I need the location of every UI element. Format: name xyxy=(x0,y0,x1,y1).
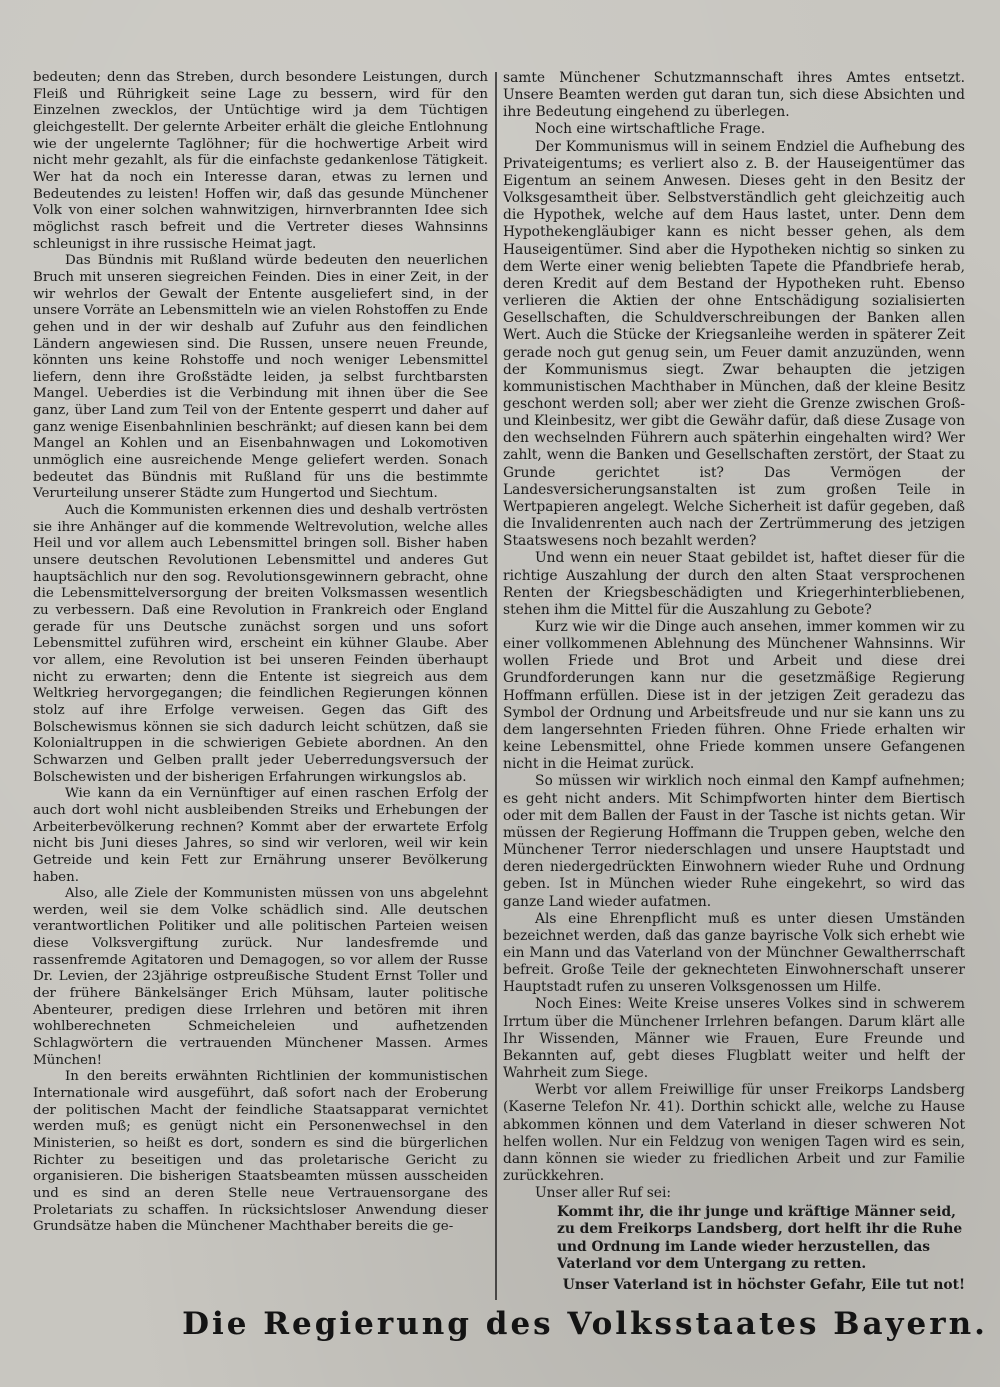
paragraph: Kurz wie wir die Dinge auch ansehen, immer kommen wir zu einer vollkommenen Ablehnung des Münchener Wahnsinns. Wir wollen Friede und Brot und Arbeit und diese drei Grundforderungen kann nur die gesetzmäßige Regierung Hoffmann erfüllen. Diese ist in der jetzigen Zeit geradezu das Symbol der Ordnung und Arbeitsfreude und nur sie kann uns zu dem langersehnten Frieden führen. Ohne Friede erhalten wir keine Lebensmittel, ohne Friede kommen unsere Gefangenen nicht in die Heimat zurück. xyxy=(503,619,965,773)
paragraph: samte Münchener Schutzmannschaft ihres Amtes entsetzt. Unsere Beamten werden gut daran tun, sich diese Absichten und ihre Bedeutung eingehend zu überlegen. xyxy=(503,70,965,121)
section-heading: Noch eine wirtschaftliche Frage. xyxy=(535,121,766,138)
paragraph: bedeuten; denn das Streben, durch besondere Leistungen, durch Fleiß und Rührigkeit seine Lage zu bessern, wird für den Einzelnen zwecklos, der Untüchtige wird ja dem Tüchtigen gleichgestellt. Der gelernte Arbeiter erhält die gleiche Entlohnung wie der ungelernte Taglöhner; für die hochwertige Arbeit wird nicht mehr gezahlt, als für die einfachste gedankenlose Tätigkeit. Wer hat da noch ein Interesse daran, etwas zu lernen und Bedeutendes zu leisten! Hoffen wir, daß das gesunde Münchener Volk von einer solchen wahnwitzigen, hirnverbrannten Idee sich möglichst rasch befreit und die Vertreter dieses Wahnsinns schleunigst in ihre russische Heimat jagt. xyxy=(33,70,488,252)
right-column xyxy=(503,70,965,1294)
paragraph: Und wenn ein neuer Staat gebildet ist, haftet dieser für die richtige Auszahlung der durch den alten Staat versprochenen Renten der Kriegsbeschädigten und Kriegerhinterbliebenen, stehen ihm die Mittel für die Auszahlung zu Gebote? xyxy=(503,550,965,618)
paragraph: So müssen wir wirklich noch einmal den Kampf aufnehmen; es geht nicht anders. Mit Schimpfworten hinter dem Biertisch oder mit dem Ballen der Faust in der Tasche ist nichts getan. Wir müssen der Regierung Hoffmann die Truppen geben, welche den Münchener Terror niederschlagen und unsere Hauptstadt und deren niedergedrückten Einwohnern wieder Ruhe und Ordnung geben. Ist in München wieder Ruhe eingekehrt, so wird das ganze Land wieder aufatmen. xyxy=(503,773,965,910)
signature-text: Die Regierung des Volksstaates Bayern. xyxy=(182,1306,988,1342)
paragraph: Unser aller Ruf sei: xyxy=(535,1185,672,1202)
paragraph: Wie kann da ein Vernünftiger auf einen raschen Erfolg der auch dort wohl nicht ausbleibenden Streiks und Erhebungen der Arbeiterbevölkerung rechnen? Kommt aber der erwartete Erfolg nicht bis Juni dieses Jahres, so sind wir verloren, weil wir kein Getreide und kein Fett zur Ernährung unserer Bevölkerung haben. xyxy=(33,786,488,885)
paragraph: Werbt vor allem Freiwillige für unser Freikorps Landsberg (Kaserne Telefon Nr. 41). Dorthin schickt alle, welche zu Hause abkommen können und dem Vaterland in dieser schweren Not helfen wollen. Nur ein Feldzug von wenigen Tagen wird es sein, dann können sie wieder zu friedlichen Arbeit und zur Familie zurückkehren. xyxy=(503,1082,965,1184)
left-column xyxy=(33,70,488,1236)
paragraph: Als eine Ehrenpflicht muß es unter diesen Umständen bezeichnet werden, daß das ganze bayrische Volk sich erhebt wie ein Mann und das Vaterland von der Münchner Gewaltherrschaft befreit. Große Teile der geknechteten Einwohnerschaft unserer Hauptstadt rufen zu unseren Volksgenossen um Hilfe. xyxy=(503,910,965,996)
paragraph: Der Kommunismus will in seinem Endziel die Aufhebung des Privateigentums; es verliert also z. B. der Hauseigentümer das Eigentum an seinem Anwesen. Dieses geht in den Besitz der Volksgesamtheit über. Selbstverständlich geht gleichzeitig auch die Hypothek, welche auf dem Haus lastet, unter. Denn dem Hypothekengläubiger kann es nicht besser gehen, als dem Hauseigentümer. Sind aber die Hypotheken nichtig so sinken zu dem Werte einer wenig beliebten Tapete die Pfandbriefe herab, deren Kredit auf dem Bestand der Hypotheken ruht. Ebenso verlieren die Aktien der ohne Entschädigung sozialisierten Gesellschaften, die Schuldverschreibungen der Banken allen Wert. Auch die Stücke der Kriegsanleihe werden in späterer Zeit gerade noch gut genug sein, um Feuer damit anzuzünden, wenn der Kommunismus siegt. Zwar behaupten die jetzigen kommunistischen Machthaber in München, daß der kleine Besitz geschont werden soll; aber wer zieht die Grenze zwischen Groß- und Kleinbesitz, wer gibt die Gewähr dafür, daß diese Zusage von den wechselnden Führern auch späterhin eingehalten wird? Wer zahlt, wenn die Banken und Gesellschaften zerstört, der Staat zu Grunde gerichtet ist? Das Vermögen der Landesversicherungsanstalten ist zum großen Teile in Wertpapieren angelegt. Welche Sicherheit ist dafür gegeben, daß die Invalidenrenten auch nach der Zertrümmerung des jetzigen Staatswesens noch bezahlt werden? xyxy=(503,138,965,550)
call-to-action: Kommt ihr, die ihr junge und kräftige Männer seid, zu dem Freikorps Landsberg, dort helft ihr die Ruhe und Ordnung im Lande wieder herzustellen, das Vaterland vor dem Untergang zu retten. xyxy=(557,1204,963,1272)
paragraph: Also, alle Ziele der Kommunisten müssen von uns abgelehnt werden, weil sie dem Volke schädlich sind. Alle deutschen verantwortlichen Politiker und alle politischen Parteien weisen diese Volksvergiftung zurück. Nur landesfremde und rassenfremde Agitatoren und Demagogen, so vor allem der Russe Dr. Levien, der 23jährige ostpreußische Student Ernst Toller und der frühere Bänkelsänger Erich Mühsam, lauter politische Abenteurer, predigen diese Irrlehren und betören mit ihren wohlberechneten Schmeicheleien und aufhetzenden Schlagwörtern die vertrauenden Münchener Massen. Armes München! xyxy=(33,886,488,1068)
paragraph: Das Bündnis mit Rußland würde bedeuten den neuerlichen Bruch mit unseren siegreichen Feinden. Dies in einer Zeit, in der wir wehrlos der Gewalt der Entente ausgeliefert sind, in der unsere Vorräte an Lebensmitteln wie an vielen Rohstoffen zu Ende gehen und in der wir deshalb auf Zufuhr aus den feindlichen Ländern angewiesen sind. Die Russen, unsere neuen Freunde, könnten uns keine Rohstoffe und noch weniger Lebensmittel liefern, denn ihre Großstädte leiden, ja selbst furchtbarsten Mangel. Ueberdies ist die Verbindung mit ihnen über die See ganz, über Land zum Teil von der Entente gesperrt und daher auf ganz wenige Eisenbahnlinien beschränkt; auf diesen kann bei dem Mangel an Kohlen und an Eisenbahnwagen und Lokomotiven unmöglich eine ausreichende Menge geliefert werden. Sonach bedeutet das Bündnis mit Rußland für uns die bestimmte Verurteilung unserer Städte zum Hungertod und Siechtum. xyxy=(33,253,488,502)
signature-line xyxy=(0,1306,1000,1342)
paragraph: Noch Eines: Weite Kreise unseres Volkes sind in schwerem Irrtum über die Münchener Irrlehren befangen. Darum klärt alle Ihr Wissenden, Männer wie Frauen, Eure Freunde und Bekannten auf, gebt dieses Flugblatt weiter und helft der Wahrheit zum Siege. xyxy=(503,996,965,1082)
paragraph: In den bereits erwähnten Richtlinien der kommunistischen Internationale wird ausgeführt, daß sofort nach der Eroberung der politischen Macht der feindliche Staatsapparat vernichtet werden muß; es genügt nicht ein Personenwechsel in den Ministerien, so heißt es dort, sondern es sind die bürgerlichen Richter zu beseitigen und das proletarische Gericht zu organisieren. Die bisherigen Staatsbeamten müssen ausscheiden und es sind an deren Stelle neue Vertrauensorgane des Proletariats zu schaffen. In rücksichtsloser Anwendung dieser Grundsätze haben die Münchener Machthaber bereits die ge- xyxy=(33,1069,488,1235)
paragraph: Auch die Kommunisten erkennen dies und deshalb vertrösten sie ihre Anhänger auf die kommende Weltrevolution, welche alles Heil und vor allem auch Lebensmittel bringen soll. Bisher haben unsere deutschen Revolutionen Lebensmittel und anderes Gut hauptsächlich nur den sog. Revolutionsgewinnern gebracht, ohne die Lebensmittelversorgung der breiten Volksmassen wesentlich zu verbessern. Daß eine Revolution in Frankreich oder England gerade für uns Deutsche zunächst sorgen und uns sofort Lebensmittel zuführen wird, erscheint ein kühner Glaube. Aber vor allem, eine Revolution ist bei unseren Feinden überhaupt nicht zu erwarten; denn die Entente ist siegreich aus dem Weltkrieg hervorgegangen; die feindlichen Regierungen können stolz auf ihre Erfolge verweisen. Gegen das Gift des Bolschewismus können sie sich dadurch leicht schützen, daß sie Kolonialtruppen in die schwierigen Gebiete abordnen. An den Schwarzen und Gelben prallt jeder Ueberredungsversuch der Bolschewisten und der bisherigen Erfahrungen wirkungslos ab. xyxy=(33,503,488,785)
urgent-banner: Unser Vaterland ist in höchster Gefahr, Eile tut not! xyxy=(562,1276,965,1293)
column-divider xyxy=(495,72,497,1300)
